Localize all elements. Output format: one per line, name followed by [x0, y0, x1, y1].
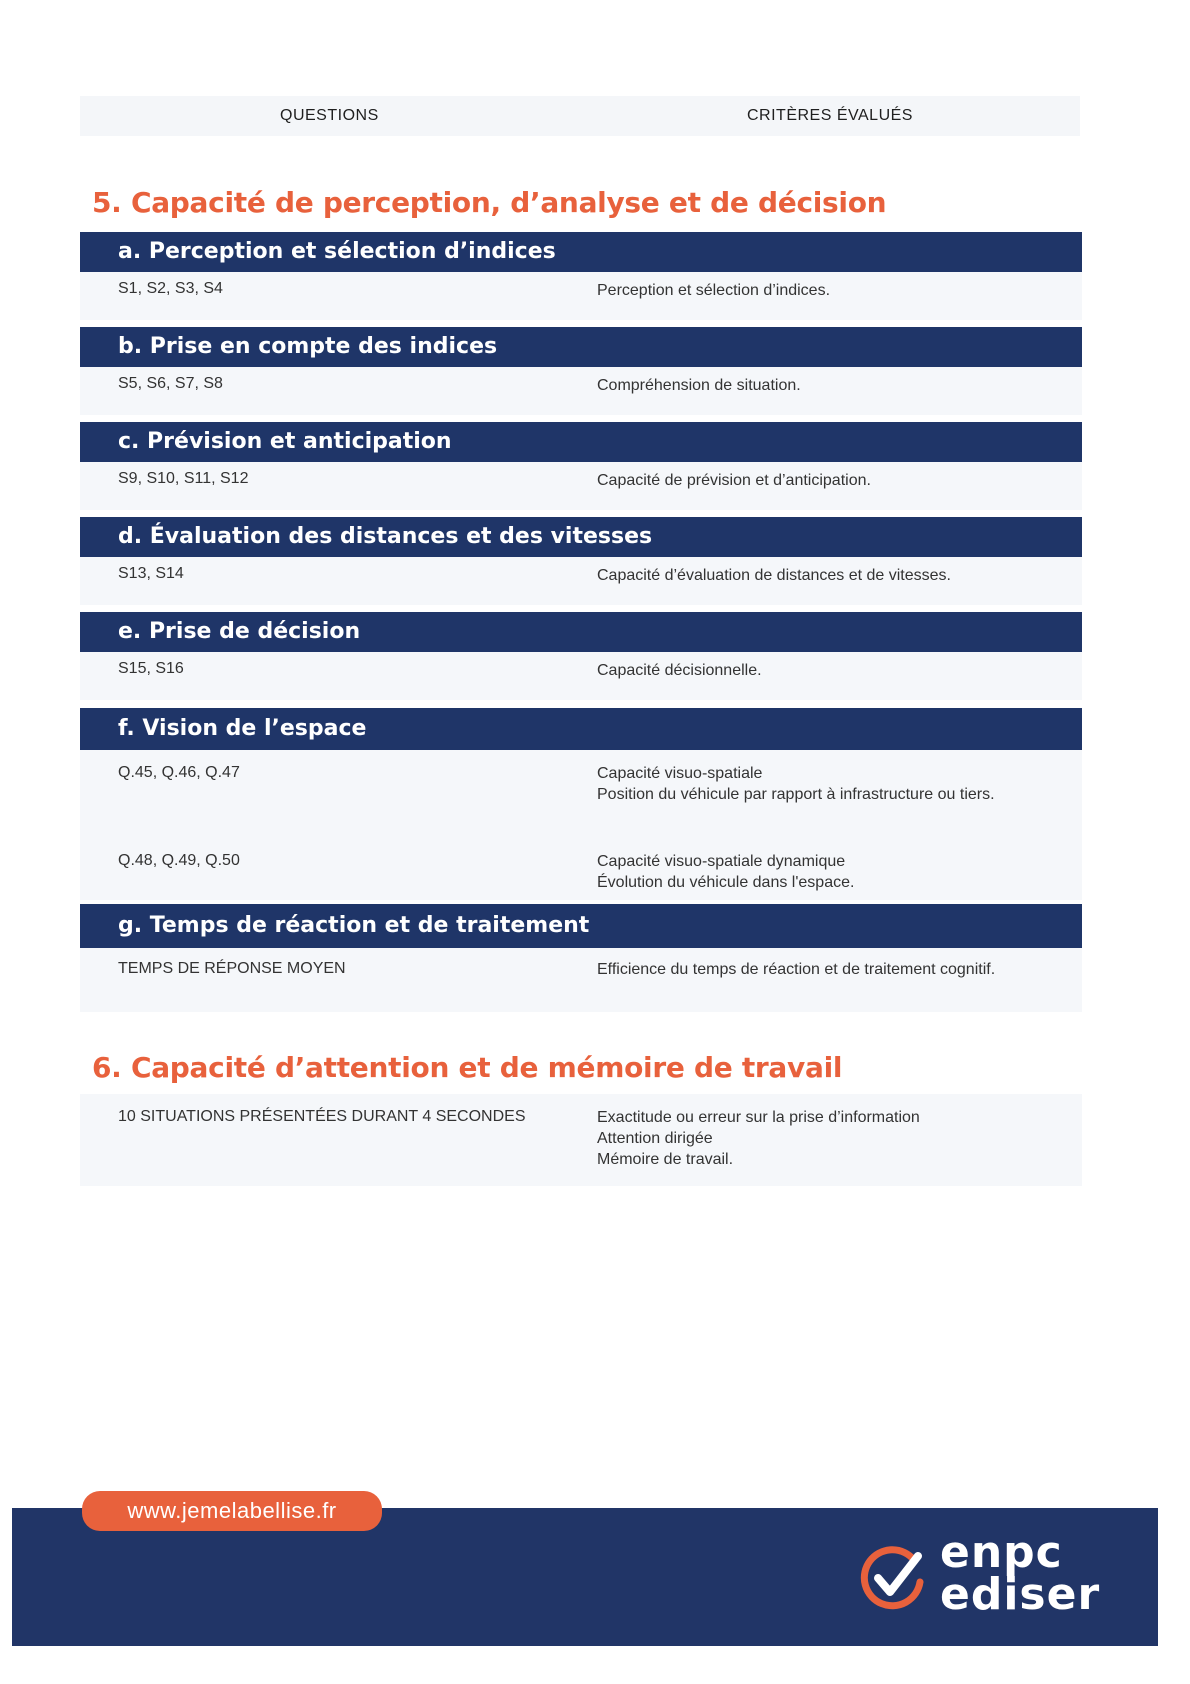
logo-line-enpc: enpc: [940, 1527, 1063, 1578]
criteria-cell: Capacité de prévision et d’anticipation.: [597, 472, 871, 489]
questions-cell: S15, S16: [118, 660, 184, 677]
criteria-line: Capacité visuo-spatiale: [597, 765, 763, 782]
logo-text: [940, 1527, 1101, 1620]
criteria-cell: Capacité décisionnelle.: [597, 662, 762, 679]
criteria-cell: Efficience du temps de réaction et de traitement cognitif.: [597, 961, 996, 978]
subsection-f-row: [80, 750, 1082, 900]
subsection-a-row: [80, 272, 1082, 320]
criteria-line: Exactitude ou erreur sur la prise d’information: [597, 1109, 920, 1126]
section-5-title: 5. Capacité de perception, d’analyse et de décision: [92, 186, 887, 219]
enpc-ediser-logo: [858, 1527, 1101, 1622]
criteria-line: Évolution du véhicule dans l'espace.: [597, 874, 855, 891]
questions-cell: Q.45, Q.46, Q.47: [118, 764, 240, 781]
check-circle-icon: [858, 1538, 930, 1618]
subsection-f-header: f. Vision de l’espace: [80, 708, 1082, 750]
section-6-title: 6. Capacité d’attention et de mémoire de travail: [92, 1051, 843, 1084]
criteria-cell: Capacité d’évaluation de distances et de vitesses.: [597, 567, 951, 584]
criteria-line: Position du véhicule par rapport à infrastructure ou tiers.: [597, 786, 995, 803]
criteria-cell: [597, 851, 1052, 893]
subsection-b-row: [80, 367, 1082, 415]
criteria-cell: Compréhension de situation.: [597, 377, 801, 394]
questions-column-label: QUESTIONS: [280, 107, 379, 124]
website-link[interactable]: www.jemelabellise.fr: [82, 1491, 382, 1531]
questions-cell: S1, S2, S3, S4: [118, 280, 223, 297]
questions-cell: S5, S6, S7, S8: [118, 375, 223, 392]
questions-cell: Q.48, Q.49, Q.50: [118, 852, 240, 869]
criteria-cell: [597, 763, 1052, 805]
subsection-e-row: [80, 652, 1082, 700]
subsection-c-header: c. Prévision et anticipation: [80, 422, 1082, 462]
subsection-c-row: [80, 462, 1082, 510]
logo-line-ediser: ediser: [940, 1569, 1101, 1620]
subsection-g-header: g. Temps de réaction et de traitement: [80, 904, 1082, 948]
criteria-line: Attention dirigée: [597, 1130, 713, 1147]
questions-cell: S13, S14: [118, 565, 184, 582]
criteria-line: Mémoire de travail.: [597, 1151, 734, 1168]
criteria-column-label: CRITÈRES ÉVALUÉS: [747, 107, 913, 124]
criteria-cell: Perception et sélection d’indices.: [597, 282, 831, 299]
criteria-line: Capacité visuo-spatiale dynamique: [597, 853, 846, 870]
section-6-row: [80, 1094, 1082, 1186]
subsection-g-row: [80, 948, 1082, 1012]
subsection-d-row: [80, 557, 1082, 605]
subsection-a-header: a. Perception et sélection d’indices: [80, 232, 1082, 272]
column-header: [80, 96, 1080, 136]
subsection-d-header: d. Évaluation des distances et des vitesses: [80, 517, 1082, 557]
questions-cell: TEMPS DE RÉPONSE MOYEN: [118, 960, 346, 977]
subsection-b-header: b. Prise en compte des indices: [80, 327, 1082, 367]
subsection-e-header: e. Prise de décision: [80, 612, 1082, 652]
criteria-cell: [597, 1107, 1052, 1170]
questions-cell: S9, S10, S11, S12: [118, 470, 249, 487]
questions-cell: 10 SITUATIONS PRÉSENTÉES DURANT 4 SECONDES: [118, 1108, 526, 1125]
